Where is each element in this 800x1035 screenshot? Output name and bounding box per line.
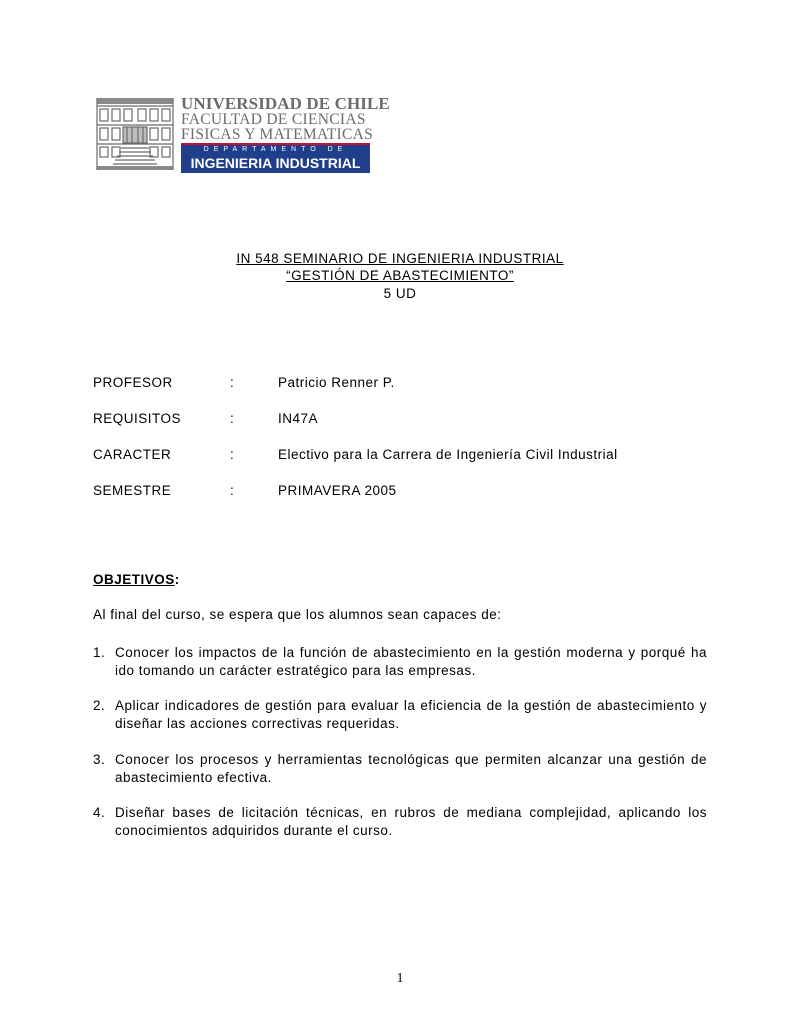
course-subtitle-text: “GESTIÓN DE ABASTECIMIENTO” xyxy=(286,268,514,283)
info-label: PROFESOR xyxy=(93,375,173,390)
objective-text: Conocer los procesos y herramientas tecnológicas que permiten alcanzar una gestión de abastecimiento efectiva. xyxy=(115,752,707,785)
objective-item xyxy=(93,751,707,786)
page-number: 1 xyxy=(396,971,404,986)
info-label: REQUISITOS xyxy=(93,411,182,426)
info-value: PRIMAVERA 2005 xyxy=(278,483,397,498)
logo-faculty-line1: FACULTAD DE CIENCIAS xyxy=(181,111,366,128)
objectives-heading xyxy=(93,572,180,587)
logo-department-band xyxy=(181,145,370,173)
info-label: CARACTER xyxy=(93,447,172,462)
course-subtitle xyxy=(0,268,800,283)
info-value: IN47A xyxy=(278,411,319,426)
objective-number: 3. xyxy=(93,752,106,767)
faculty-building-icon xyxy=(95,96,175,172)
objective-item xyxy=(93,697,707,732)
info-value: Patricio Renner P. xyxy=(278,375,395,390)
info-separator: : xyxy=(230,411,235,426)
info-value: Electivo para la Carrera de Ingeniería Civil Industrial xyxy=(278,447,618,462)
info-separator: : xyxy=(230,447,235,462)
objective-number: 2. xyxy=(93,698,106,713)
objectives-heading-text: OBJETIVOS xyxy=(93,572,175,587)
objective-text: Diseñar bases de licitación técnicas, en rubros de mediana complejidad, aplicando los conocimientos adquiridos durante el curso. xyxy=(115,805,707,838)
logo-department-label: DEPARTAMENTO DE xyxy=(203,146,348,153)
objective-number: 4. xyxy=(93,805,106,820)
university-logo xyxy=(95,94,390,176)
logo-university-name: UNIVERSIDAD DE CHILE xyxy=(181,94,390,113)
objective-text: Aplicar indicadores de gestión para evaluar la eficiencia de la gestión de abastecimiento y diseñar las acciones correctivas requeridas. xyxy=(115,698,707,731)
course-code-title: IN 548 SEMINARIO DE INGENIERIA INDUSTRIAL xyxy=(236,251,564,266)
course-title xyxy=(0,251,800,266)
logo-faculty-line2: FISICAS Y MATEMATICAS xyxy=(181,126,374,143)
info-separator: : xyxy=(230,483,235,498)
objective-item xyxy=(93,644,707,679)
objectives-heading-colon: : xyxy=(174,572,180,587)
objective-number: 1. xyxy=(93,645,106,660)
course-units: 5 UD xyxy=(383,286,417,301)
objectives-intro: Al final del curso, se espera que los alumnos sean capaces de: xyxy=(93,607,502,622)
info-separator: : xyxy=(230,375,235,390)
objective-item xyxy=(93,804,707,839)
logo-department-name: INGENIERIA INDUSTRIAL xyxy=(190,155,361,171)
info-label: SEMESTRE xyxy=(93,483,172,498)
objective-text: Conocer los impactos de la función de abastecimiento en la gestión moderna y porqué ha ido tomando un carácter estratégico para las empresas. xyxy=(115,645,707,678)
